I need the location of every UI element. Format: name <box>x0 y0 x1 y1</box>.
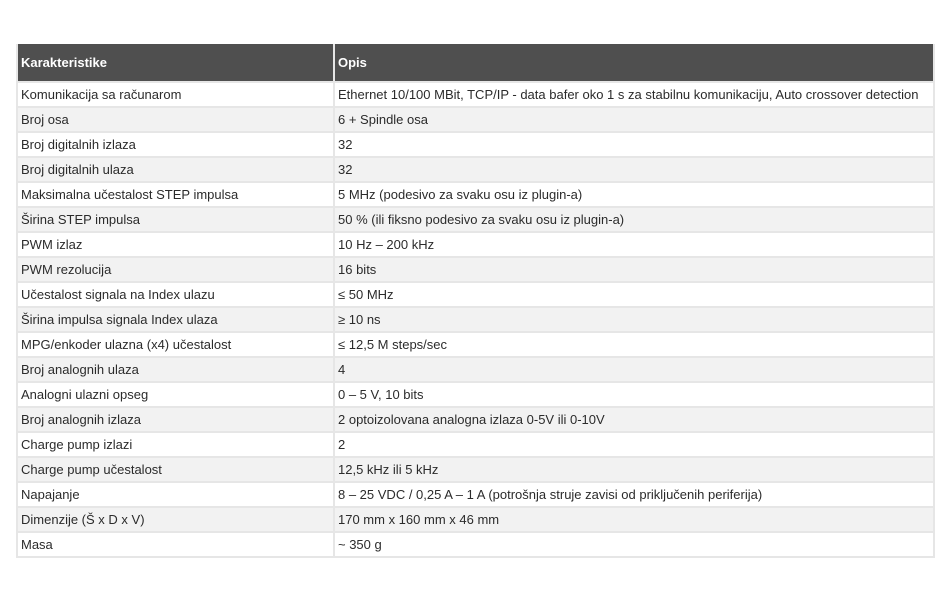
characteristic-cell: Broj analognih ulaza <box>17 357 334 382</box>
table-row <box>17 407 934 432</box>
description-cell: 10 Hz – 200 kHz <box>334 232 934 257</box>
description-cell: 4 <box>334 357 934 382</box>
description-cell: 50 % (ili fiksno podesivo za svaku osu iz plugin-a) <box>334 207 934 232</box>
description-cell: Ethernet 10/100 MBit, TCP/IP - data bafer oko 1 s za stabilnu komunikaciju, Auto crossover detection <box>334 82 934 107</box>
column-header-characteristics: Karakteristike <box>17 44 334 82</box>
characteristic-cell: Maksimalna učestalost STEP impulsa <box>17 182 334 207</box>
table-row <box>17 82 934 107</box>
characteristic-cell: Broj digitalnih ulaza <box>17 157 334 182</box>
characteristic-cell: PWM rezolucija <box>17 257 334 282</box>
description-cell: 8 – 25 VDC / 0,25 A – 1 A (potrošnja struje zavisi od priključenih periferija) <box>334 482 934 507</box>
specifications-table <box>16 44 935 558</box>
table-row <box>17 282 934 307</box>
table-row <box>17 107 934 132</box>
characteristic-cell: Dimenzije (Š x D x V) <box>17 507 334 532</box>
description-cell: ≤ 12,5 M steps/sec <box>334 332 934 357</box>
table-row <box>17 157 934 182</box>
table-row <box>17 232 934 257</box>
description-cell: 6 + Spindle osa <box>334 107 934 132</box>
characteristic-cell: Charge pump izlazi <box>17 432 334 457</box>
header-row <box>17 44 934 82</box>
table-row <box>17 307 934 332</box>
table-row <box>17 457 934 482</box>
table-row <box>17 382 934 407</box>
table-row <box>17 357 934 382</box>
table-row <box>17 507 934 532</box>
description-cell: ~ 350 g <box>334 532 934 557</box>
characteristic-cell: Masa <box>17 532 334 557</box>
characteristic-cell: Broj osa <box>17 107 334 132</box>
table-header <box>17 44 934 82</box>
description-cell: 32 <box>334 157 934 182</box>
description-cell: 32 <box>334 132 934 157</box>
characteristic-cell: Širina STEP impulsa <box>17 207 334 232</box>
table-row <box>17 207 934 232</box>
description-cell: 5 MHz (podesivo za svaku osu iz plugin-a) <box>334 182 934 207</box>
characteristic-cell: Broj digitalnih izlaza <box>17 132 334 157</box>
characteristic-cell: Komunikacija sa računarom <box>17 82 334 107</box>
description-cell: 12,5 kHz ili 5 kHz <box>334 457 934 482</box>
table-row <box>17 182 934 207</box>
description-cell: 2 optoizolovana analogna izlaza 0-5V ili 0-10V <box>334 407 934 432</box>
table-row <box>17 132 934 157</box>
description-cell: 0 – 5 V, 10 bits <box>334 382 934 407</box>
table-row <box>17 257 934 282</box>
characteristic-cell: MPG/enkoder ulazna (x4) učestalost <box>17 332 334 357</box>
description-cell: ≥ 10 ns <box>334 307 934 332</box>
characteristic-cell: Broj analognih izlaza <box>17 407 334 432</box>
description-cell: 16 bits <box>334 257 934 282</box>
characteristic-cell: Charge pump učestalost <box>17 457 334 482</box>
characteristic-cell: Napajanje <box>17 482 334 507</box>
description-cell: 170 mm x 160 mm x 46 mm <box>334 507 934 532</box>
table-row <box>17 532 934 557</box>
characteristic-cell: PWM izlaz <box>17 232 334 257</box>
description-cell: 2 <box>334 432 934 457</box>
table-row <box>17 482 934 507</box>
specifications-table-container <box>16 44 933 558</box>
column-header-description: Opis <box>334 44 934 82</box>
table-row <box>17 332 934 357</box>
table-row <box>17 432 934 457</box>
table-body <box>17 82 934 557</box>
description-cell: ≤ 50 MHz <box>334 282 934 307</box>
characteristic-cell: Učestalost signala na Index ulazu <box>17 282 334 307</box>
characteristic-cell: Širina impulsa signala Index ulaza <box>17 307 334 332</box>
characteristic-cell: Analogni ulazni opseg <box>17 382 334 407</box>
